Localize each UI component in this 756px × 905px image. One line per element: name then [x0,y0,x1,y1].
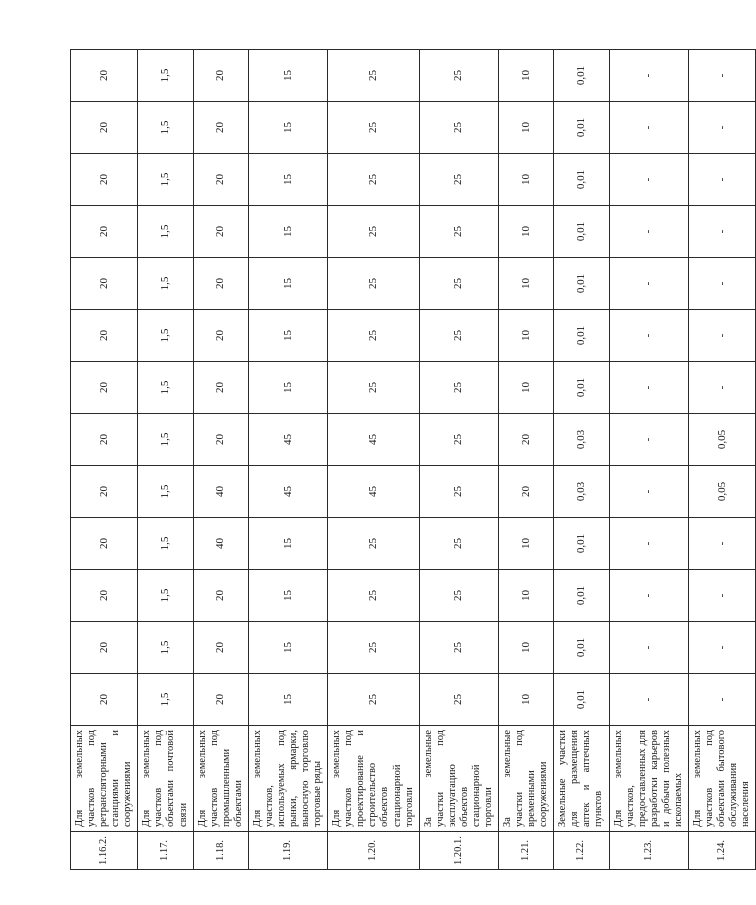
table-row [193,50,248,870]
rate-cell: 20 [193,258,248,310]
rate-cell: 20 [71,310,138,362]
table-row [609,50,688,870]
rate-cell: 20 [71,570,138,622]
rate-cell: 10 [499,570,554,622]
rate-cell: 15 [248,570,327,622]
rate-cell: 25 [328,310,419,362]
row-number: 1.17. [138,832,193,870]
rate-cell: 25 [419,570,498,622]
rate-cell: 20 [71,258,138,310]
rate-cell: 0,03 [554,466,609,518]
rate-cell: 25 [419,362,498,414]
rate-cell: 15 [248,102,327,154]
rate-cell: 10 [499,258,554,310]
rate-cell: 1,5 [138,258,193,310]
rate-cell: 45 [248,466,327,518]
rate-cell: - [609,622,688,674]
rate-cell: 25 [419,50,498,102]
rate-cell: 0,01 [554,570,609,622]
rate-cell: 20 [193,622,248,674]
row-description: Земельные участки для размещения аптек и аптечных пунктов [554,726,609,832]
row-description: Для земельных участков, предоставленных для разработки карьеров и добычи полезных ископаемых [609,726,688,832]
rate-cell: 15 [248,50,327,102]
row-number: 1.16.2. [71,832,138,870]
rate-cell: 45 [328,466,419,518]
rate-cell: 1,5 [138,362,193,414]
rate-cell: 20 [193,414,248,466]
row-description: Для земельных участков под ретрансляторными станциями и сооружениями [71,726,138,832]
table-row [499,50,554,870]
rate-cell: - [609,310,688,362]
row-number: 1.22. [554,832,609,870]
rate-cell: 20 [499,414,554,466]
rate-cell: 25 [328,50,419,102]
rate-cell: - [688,206,755,258]
rate-cell: 0,01 [554,258,609,310]
rate-cell: 15 [248,674,327,726]
rate-cell: 0,01 [554,674,609,726]
rate-cell: 10 [499,518,554,570]
rate-cell: 25 [419,466,498,518]
rate-cell: - [609,518,688,570]
table-row [71,50,138,870]
rate-cell: 25 [328,154,419,206]
rate-cell: 40 [193,518,248,570]
rate-cell: 25 [328,102,419,154]
rate-cell: 0,01 [554,206,609,258]
rotated-table-wrapper [70,50,752,870]
rate-cell: - [688,154,755,206]
rate-cell: 1,5 [138,570,193,622]
rate-cell: 20 [71,466,138,518]
rate-cell: 10 [499,154,554,206]
rate-cell: 0,03 [554,414,609,466]
rate-cell: - [688,310,755,362]
row-number: 1.18. [193,832,248,870]
rate-cell: 10 [499,622,554,674]
rate-cell: 20 [193,570,248,622]
rate-cell: - [609,102,688,154]
rate-cell: 20 [193,50,248,102]
rate-cell: 0,01 [554,622,609,674]
rate-cell: 25 [419,518,498,570]
rate-cell: 25 [328,518,419,570]
rate-cell: - [609,154,688,206]
row-description: Для земельных участков под проектирование и строительство объектов стационарной торговли [328,726,419,832]
rate-cell: 1,5 [138,622,193,674]
rate-cell: 15 [248,310,327,362]
row-description: Для земельных участков, используемых под рынки, ярмарки, выносную торговлю торговые ряды [248,726,327,832]
rate-cell: 25 [328,206,419,258]
rate-cell: - [688,570,755,622]
rate-cell: 20 [71,414,138,466]
rate-cell: - [609,414,688,466]
rate-cell: 20 [71,362,138,414]
rate-cell: 0,05 [688,466,755,518]
rate-cell: 20 [193,674,248,726]
rate-cell: - [688,50,755,102]
rate-cell: 0,01 [554,310,609,362]
rate-cell: - [609,674,688,726]
rate-cell: 20 [71,622,138,674]
rate-cell: 25 [419,622,498,674]
rate-cell: 15 [248,362,327,414]
rate-cell: 0,05 [688,414,755,466]
rate-cell: 1,5 [138,206,193,258]
rate-cell: 40 [193,466,248,518]
rate-cell: - [688,102,755,154]
rate-cell: 1,5 [138,674,193,726]
table-row [328,50,419,870]
rate-cell: 25 [328,570,419,622]
row-description: Для земельных участков под промышленными объектами [193,726,248,832]
rate-cell: 25 [419,310,498,362]
rate-cell: 0,01 [554,362,609,414]
rate-cell: 20 [193,310,248,362]
rate-cell: 15 [248,206,327,258]
rate-cell: - [609,362,688,414]
rate-cell: 20 [193,154,248,206]
rate-cell: 20 [71,674,138,726]
rate-cell: - [688,674,755,726]
rate-cell: 25 [419,414,498,466]
rate-cell: 25 [419,154,498,206]
row-description: За земельные участки под временными сооружениями [499,726,554,832]
rate-cell: 20 [71,154,138,206]
rate-cell: 20 [71,50,138,102]
table-row [554,50,609,870]
land-rate-table [70,49,756,870]
table-row [138,50,193,870]
row-description: Для земельных участков под объектами бытового обслуживания населения [688,726,755,832]
rate-cell: 15 [248,622,327,674]
rate-cell: 0,01 [554,154,609,206]
rate-cell: 25 [328,622,419,674]
rate-cell: - [688,362,755,414]
rate-cell: 10 [499,102,554,154]
rate-cell: - [609,570,688,622]
row-description: Для земельных участков под объектами почтовой связи [138,726,193,832]
row-number: 1.23. [609,832,688,870]
rate-cell: 25 [419,206,498,258]
rate-cell: 20 [193,102,248,154]
row-description: За земельные участки под эксплуатацию объектов стационарной торговли [419,726,498,832]
rate-cell: 1,5 [138,466,193,518]
rate-cell: 20 [499,466,554,518]
row-number: 1.20. [328,832,419,870]
rate-cell: 10 [499,674,554,726]
rate-cell: 25 [328,674,419,726]
table-row [419,50,498,870]
row-number: 1.20.1. [419,832,498,870]
row-number: 1.19. [248,832,327,870]
rate-cell: 15 [248,258,327,310]
rate-cell: - [688,622,755,674]
rate-cell: 25 [419,258,498,310]
rate-cell: - [688,258,755,310]
rate-cell: - [609,50,688,102]
rate-cell: 20 [71,518,138,570]
rate-cell: 1,5 [138,154,193,206]
rate-cell: - [609,258,688,310]
rate-cell: 1,5 [138,518,193,570]
rate-cell: 0,01 [554,50,609,102]
table-row [248,50,327,870]
rate-cell: 20 [71,102,138,154]
rate-cell: 20 [71,206,138,258]
rate-cell: 10 [499,310,554,362]
rate-cell: 1,5 [138,414,193,466]
rate-cell: 1,5 [138,310,193,362]
rate-cell: 10 [499,362,554,414]
rate-cell: 10 [499,50,554,102]
rate-cell: 25 [328,362,419,414]
rate-cell: 0,01 [554,102,609,154]
rate-cell: 10 [499,206,554,258]
rate-cell: 20 [193,362,248,414]
rate-cell: - [609,466,688,518]
table-row [688,50,755,870]
row-number: 1.21. [499,832,554,870]
rate-cell: 45 [328,414,419,466]
rate-cell: 25 [419,674,498,726]
rate-cell: 1,5 [138,102,193,154]
row-number: 1.24. [688,832,755,870]
rate-cell: 1,5 [138,50,193,102]
rate-cell: 45 [248,414,327,466]
rate-cell: 25 [419,102,498,154]
rate-cell: 15 [248,518,327,570]
rate-cell: 20 [193,206,248,258]
rate-cell: 25 [328,258,419,310]
rate-cell: - [688,518,755,570]
rate-cell: 15 [248,154,327,206]
rate-cell: 0,01 [554,518,609,570]
rate-cell: - [609,206,688,258]
